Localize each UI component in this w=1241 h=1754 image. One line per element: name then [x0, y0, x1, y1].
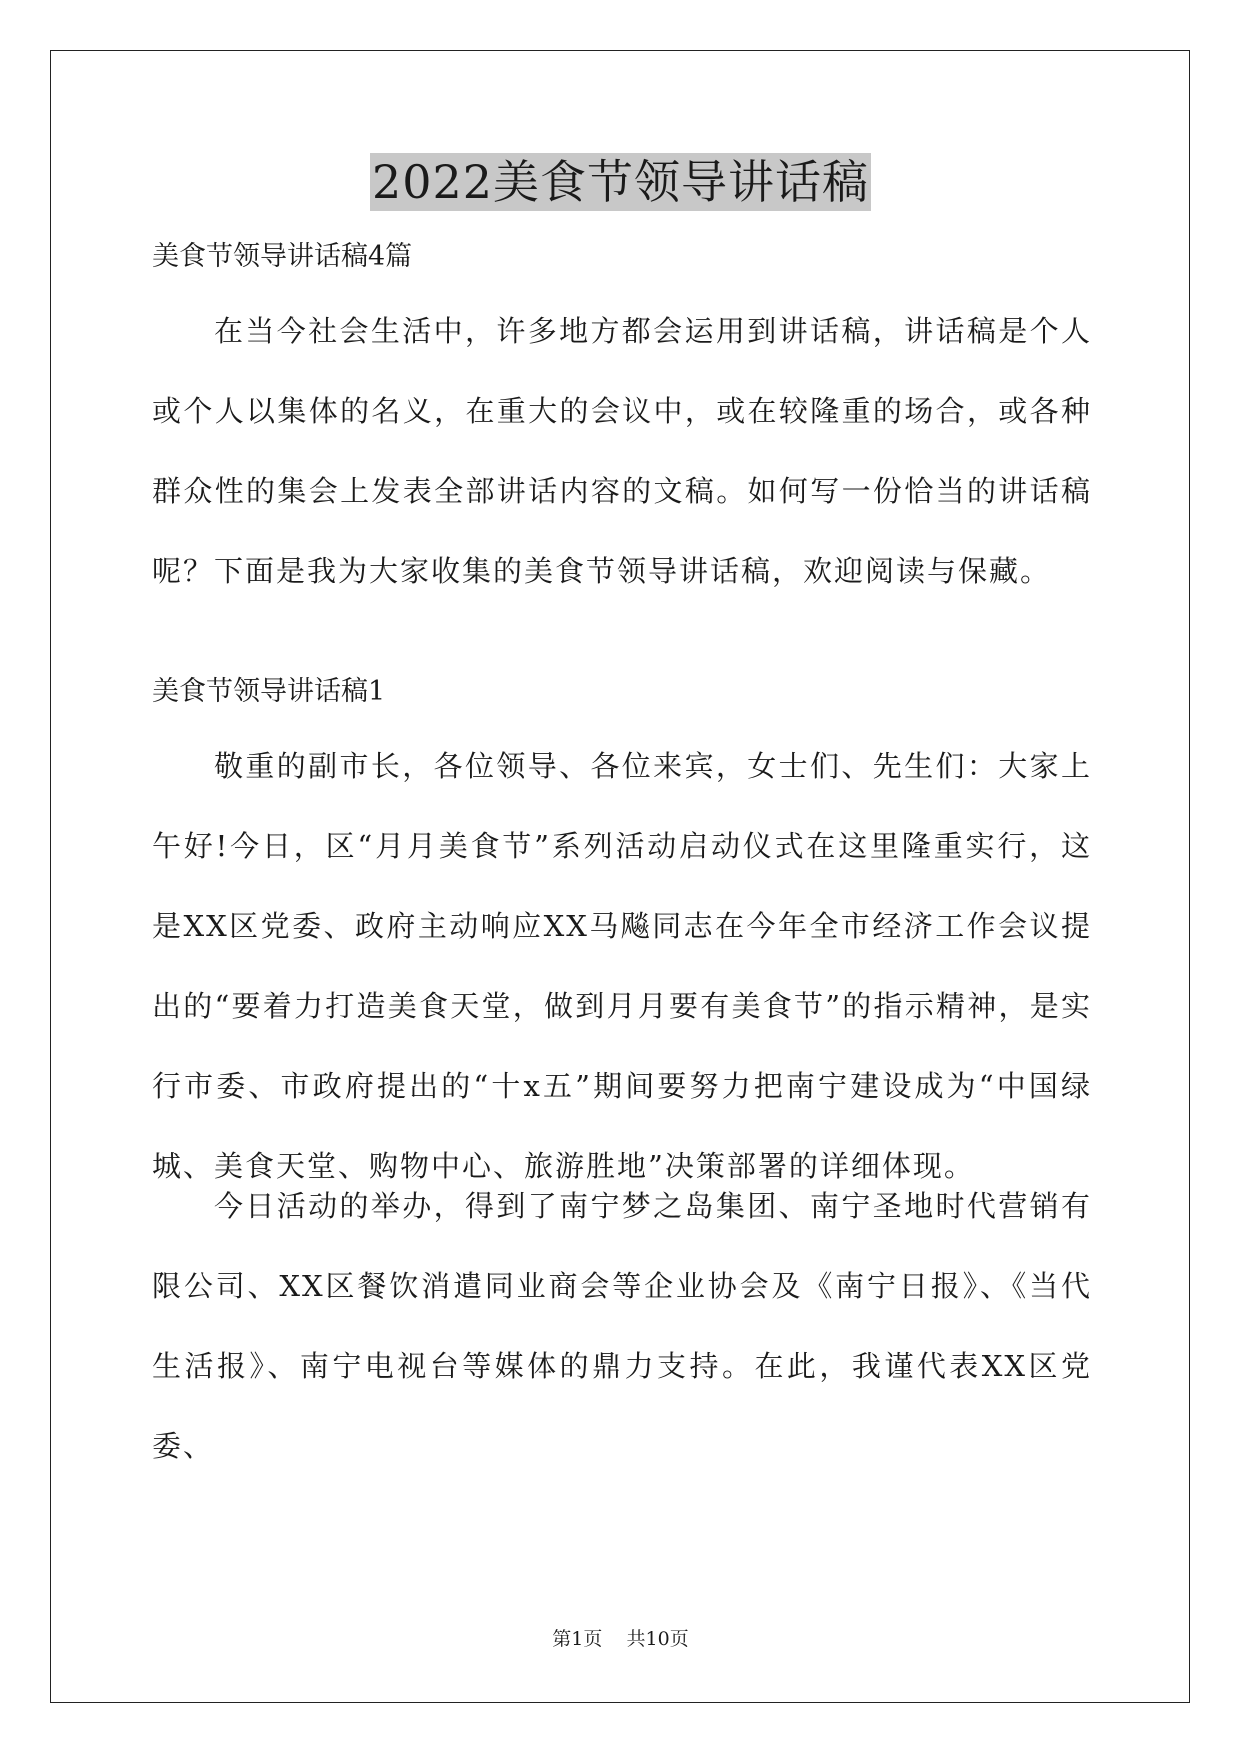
intro-heading: 美食节领导讲话稿4篇 — [152, 241, 413, 272]
document-title-text: 2022美食节领导讲话稿 — [371, 155, 870, 209]
section-heading: 美食节领导讲话稿1 — [152, 676, 386, 707]
body-paragraph: 今日活动的举办，得到了南宁梦之岛集团、南宁圣地时代营销有限公司、XX区餐饮消遣同业商会等企业协会及《南宁日报》、《当代生活报》、南宁电视台等媒体的鼎力支持。在此，我谨代表XX区党委、 — [152, 1189, 1092, 1463]
page-number: 第1页 — [552, 1628, 603, 1650]
body-paragraph: 敬重的副市长，各位领导、各位来宾，女士们、先生们：大家上午好!今日，区“月月美食节”系列活动启动仪式在这里隆重实行，这是XX区党委、政府主动响应XX马飚同志在今年全市经济工作会议提出的“要着力打造美食天堂，做到月月要有美食节”的指示精神，是实行市委、市政府提出的“十x五”期间要努力把南宁建设成为“中国绿城、美食天堂、购物中心、旅游胜地”决策部署的详细体现。 — [152, 749, 1092, 1183]
page-total: 共10页 — [626, 1628, 689, 1650]
intro-paragraph: 在当今社会生活中，许多地方都会运用到讲话稿，讲话稿是个人或个人以集体的名义，在重大的会议中，或在较隆重的场合，或各种群众性的集会上发表全部讲话内容的文稿。如何写一份恰当的讲话稿呢？下面是我为大家收集的美食节领导讲话稿，欢迎阅读与保藏。 — [152, 314, 1092, 588]
document-title — [0, 153, 1241, 217]
page-footer — [0, 1625, 1241, 1653]
